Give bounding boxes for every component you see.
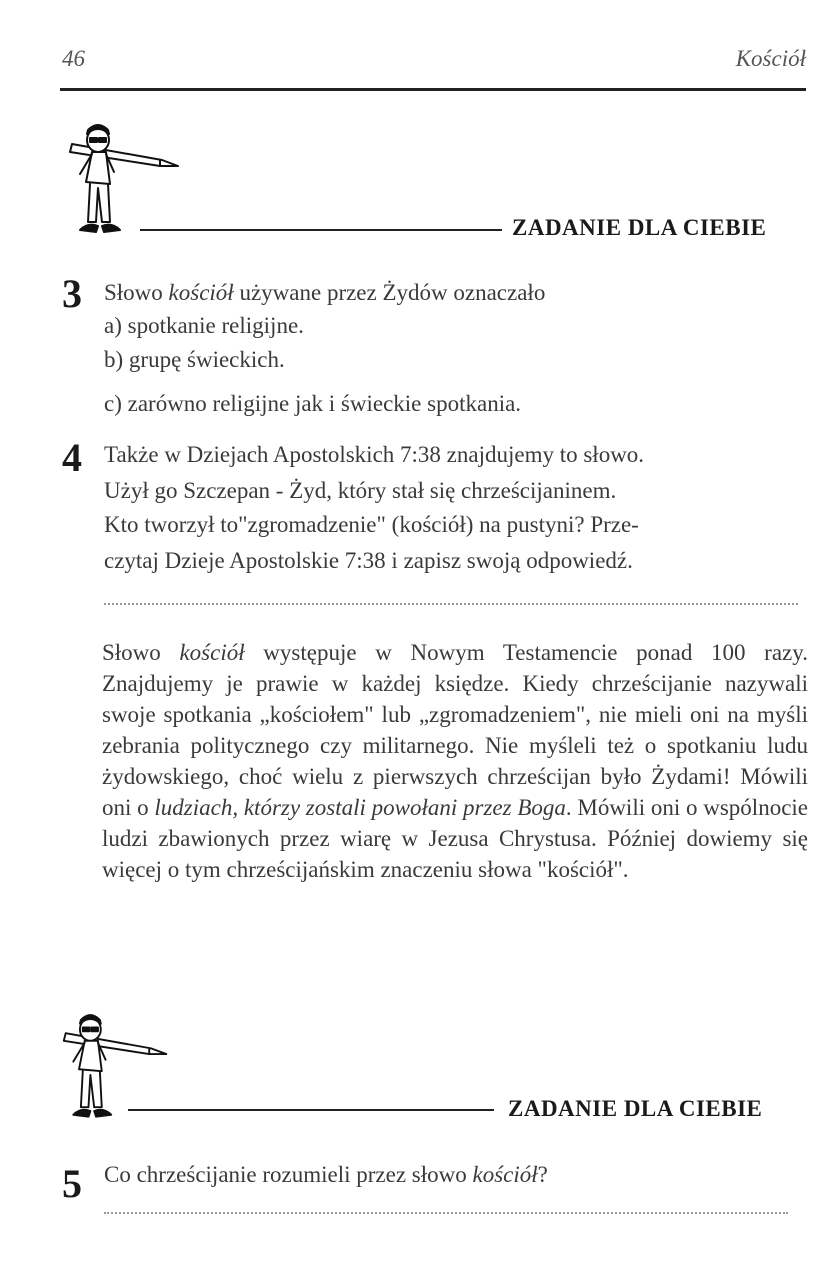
page-number: 46 (62, 46, 85, 71)
answer-line[interactable] (104, 1212, 788, 1214)
question-line: Użył go Szczepan - Żyd, który stał się chrześcijaninem. (104, 478, 617, 503)
task-heading: ZADANIE DLA CIEBIE (508, 1096, 763, 1121)
task-heading-rule (140, 229, 502, 231)
answer-line[interactable] (104, 603, 798, 605)
question-number: 5 (62, 1161, 82, 1206)
boy-with-pencil-icon (60, 1012, 172, 1136)
header-rule (60, 88, 806, 91)
running-title: Kościół (735, 46, 806, 71)
question-line: Także w Dziejach Apostolskich 7:38 znajdujemy to słowo. (104, 442, 645, 467)
question-number: 3 (62, 271, 82, 316)
task-heading-rule (128, 1109, 494, 1111)
question-number: 4 (62, 435, 82, 480)
body-paragraph: Słowo kościół występuje w Nowym Testamencie ponad 100 razy. Znajdujemy je prawie w każdej księdze. Kiedy chrześcijanie nazywali swoje spotkania „kościołem" lub „zgromadzeniem", nie mieli oni na myśli zebrania politycznego czy militarnego. Nie myśleli też o spotkaniu ludu żydowskiego, choć wielu z pierwszych chrześcijan było Żydami! Mówili oni o ludziach, którzy zostali powołani przez Boga. Mówili oni o wspólnocie ludzi zbawionych przez wiarę w Jezusa Chrystusa. Później dowiemy się więcej o tym chrześcijańskim znaczeniu słowa "kościół". (102, 640, 809, 882)
question-stem: Co chrześcijanie rozumieli przez słowo kościół? (104, 1162, 548, 1187)
answer-option-a: a) spotkanie religijne. (104, 313, 304, 338)
answer-option-b: b) grupę świeckich. (104, 347, 285, 372)
question-line: czytaj Dzieje Apostolskie 7:38 i zapisz swoją odpowiedź. (104, 548, 633, 573)
boy-with-pencil-icon (66, 122, 184, 252)
question-line: Kto tworzył to"zgromadzenie" (kościół) na pustyni? Prze- (104, 512, 639, 537)
answer-option-c: c) zarówno religijne jak i świeckie spotkania. (104, 391, 522, 416)
question-stem: Słowo kościół używane przez Żydów oznaczało (104, 280, 546, 305)
task-heading: ZADANIE DLA CIEBIE (512, 215, 767, 240)
